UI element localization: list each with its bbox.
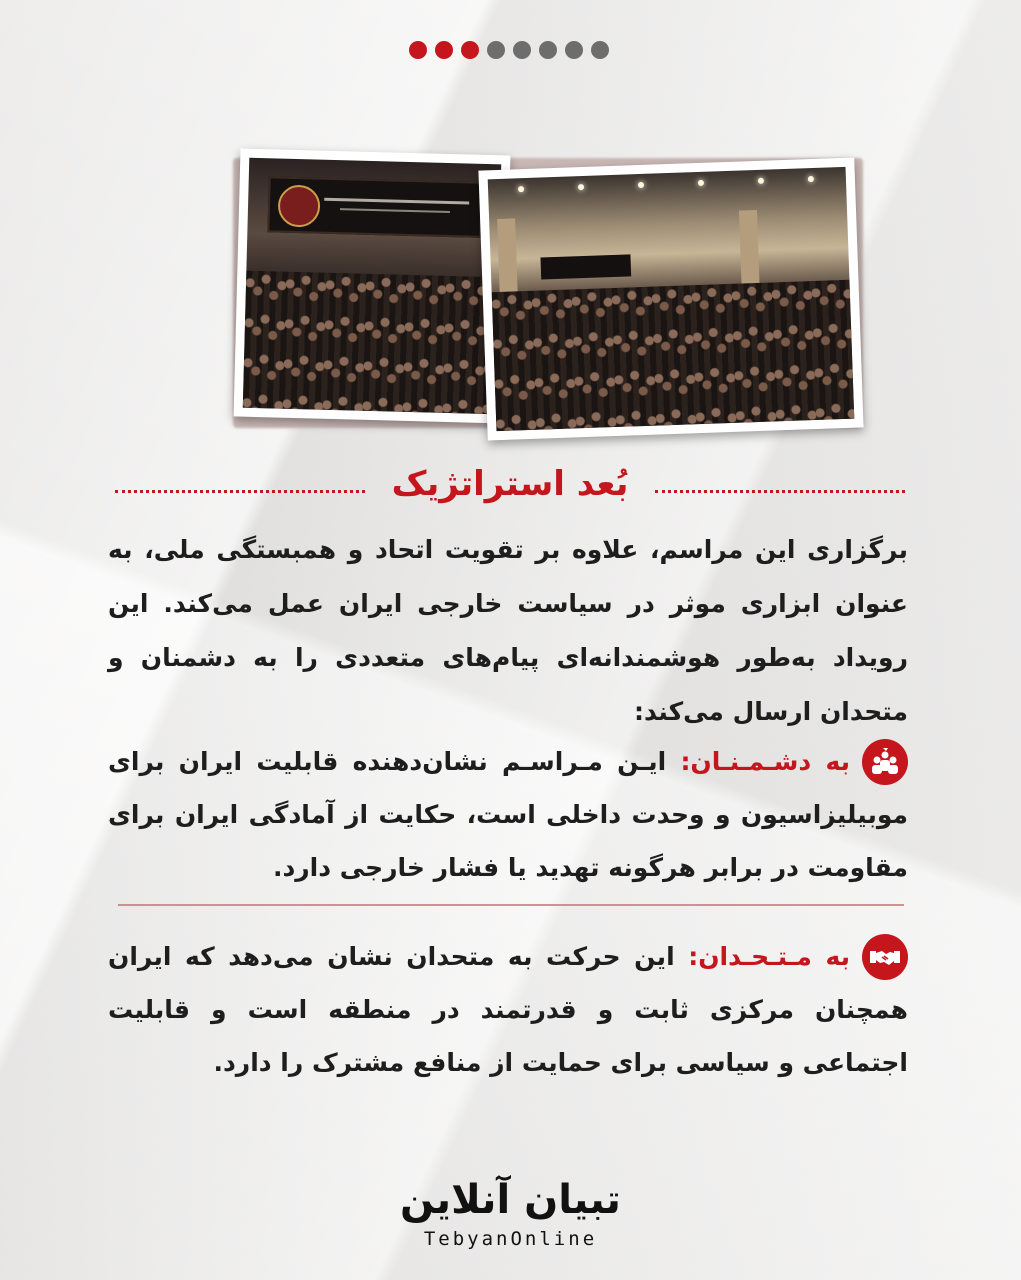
point-text: ایـن مـراسـم نشان‌دهنده قابلیت ایران برای موبیلیزاسیون و وحدت داخلی است، حکایت از آمادگی ایران برای مقاومت در برابر هرگونه تهدید یا فشار خارجی دارد. [108,747,908,882]
logo-persian: تبیان آنلاین [400,1177,621,1223]
crowd [243,270,499,414]
intro-paragraph: برگزاری این مراسم، علاوه بر تقویت اتحاد و همبستگی ملی، به عنوان ابزاری موثر در سیاست خارجی ایران عمل می‌کند. این رویداد به‌طور هوشمندانه‌ای پیام‌های متعددی را به دشمنان و متحدان ارسال می‌کند: [108,535,908,726]
point-label: به مـتـحـدان: [688,942,850,971]
divider [118,904,904,906]
pagination-dot[interactable] [487,41,505,59]
point-allies [108,930,908,1089]
ceremony-photo-left [234,149,511,424]
point-enemies [108,735,908,894]
section-heading-row [115,464,905,514]
brand-logo [0,1176,1021,1250]
crowd [492,280,855,431]
ceremony-photo-right [478,158,863,441]
logo-latin: TebyanOnline [423,1228,598,1250]
handshake-icon [862,934,908,980]
point-text: این حرکت به متحدان نشان می‌دهد که ایران همچنان مرکزی ثابت و قدرتمند در منطقه است و قابلیت اجتماعی و سیاسی برای حمایت از منافع مشترک را دارد. [108,942,908,1077]
pagination-dot[interactable] [435,41,453,59]
hall-banner [540,254,631,279]
dotted-divider [655,490,905,493]
emblem-icon [278,185,321,228]
photo-collage [225,140,885,440]
pagination-dots [409,41,609,59]
pagination-dot[interactable] [409,41,427,59]
point-label: به دشـمـنـان: [680,747,850,776]
speaker-crowd-icon [862,739,908,785]
pagination-dot[interactable] [591,41,609,59]
hall-banner [267,176,482,238]
pagination-dot[interactable] [539,41,557,59]
pagination-dot[interactable] [513,41,531,59]
pagination-dot[interactable] [565,41,583,59]
dotted-divider [115,490,365,493]
section-heading: بُعد استراتژیک [391,464,629,504]
pagination-dot[interactable] [461,41,479,59]
